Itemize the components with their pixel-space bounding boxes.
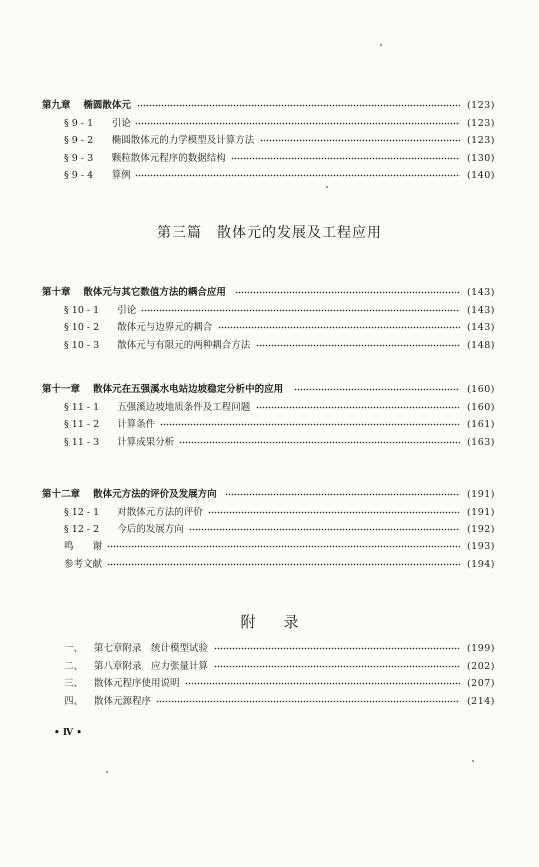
- appendix-entry: [0, 677, 539, 691]
- back-matter-title: 参考文献: [64, 559, 103, 570]
- section-title: 散体元与边界元的耦合: [117, 322, 213, 333]
- appendix-entry: [0, 660, 539, 674]
- section-title: 算例: [111, 170, 131, 181]
- section-title: 引论: [111, 117, 131, 129]
- leader-dots: [225, 493, 460, 496]
- section-number: § 10 - 3: [64, 339, 100, 351]
- section-number: § 11 - 1: [64, 401, 100, 413]
- appendix-item-title: 第七章附录 统计模型试验: [94, 643, 209, 654]
- section-title: 五强溪边坡地质条件及工程问题: [117, 401, 251, 413]
- section-number: § 12 - 2: [64, 524, 100, 535]
- page-number: (199): [466, 643, 495, 654]
- leader-dots: [179, 441, 460, 444]
- toc-entry: [0, 401, 539, 415]
- leader-dots: [156, 700, 460, 703]
- page-number: (214): [466, 695, 495, 707]
- page-number: (193): [466, 541, 495, 552]
- leader-dots: [185, 682, 460, 685]
- part-three-title: 第三篇 散体元的发展及工程应用: [157, 225, 382, 241]
- scan-speck: [326, 186, 328, 188]
- toc-entry: [0, 117, 539, 131]
- chapter-label: 第十一章: [42, 384, 81, 395]
- page-number: (123): [466, 100, 495, 111]
- appendix-entry: [0, 642, 539, 656]
- appendix-number: 二、: [64, 660, 84, 672]
- leader-dots: [231, 157, 460, 160]
- toc-entry: [0, 506, 539, 520]
- toc-entry: [0, 418, 539, 432]
- section-title: 计算成果分析: [117, 436, 175, 448]
- leader-dots: [256, 406, 460, 409]
- appendix-number: 三、: [64, 678, 84, 689]
- page-number: (191): [466, 489, 495, 500]
- section-number: § 10 - 2: [64, 322, 100, 333]
- appendix-title: 附录: [240, 613, 327, 631]
- leader-dots: [208, 511, 460, 514]
- leader-dots: [135, 174, 460, 177]
- section-number: § 11 - 2: [64, 419, 100, 430]
- toc-entry: [0, 169, 539, 183]
- leader-dots: [214, 665, 460, 668]
- chapter-label: 第十二章: [42, 489, 81, 500]
- page-number: (194): [466, 559, 495, 570]
- section-title: 计算条件: [117, 419, 156, 430]
- leader-dots: [235, 291, 460, 294]
- page-number: (160): [466, 384, 495, 395]
- section-number: § 9 - 4: [64, 170, 94, 181]
- leader-dots: [218, 326, 460, 329]
- page-number: (130): [466, 152, 495, 164]
- section-title: 今后的发展方向: [117, 524, 184, 535]
- section-number: § 9 - 2: [64, 135, 94, 146]
- section-title: 引论: [117, 304, 137, 316]
- chapter-label: 第九章: [42, 100, 71, 111]
- chapter-heading: [0, 99, 539, 113]
- section-title: 颗粒散体元程序的数据结构: [111, 152, 226, 164]
- toc-entry: [0, 523, 539, 537]
- appendix-item-title: 散体元源程序: [94, 695, 152, 707]
- page-number: (123): [466, 117, 495, 129]
- leader-dots: [189, 528, 460, 531]
- page-number: (207): [466, 678, 495, 689]
- chapter-title: 散体元在五强溪水电站边坡稳定分析中的应用: [93, 384, 284, 395]
- section-number: § 9 - 1: [64, 117, 94, 129]
- leader-dots: [256, 344, 460, 347]
- page-number: (192): [466, 524, 495, 535]
- scan-speck: [380, 44, 382, 46]
- toc-entry: [0, 540, 539, 554]
- leader-dots: [107, 545, 460, 548]
- toc-entry: [0, 152, 539, 166]
- appendix-number: 四、: [64, 695, 84, 707]
- chapter-title: 椭圆散体元: [83, 100, 131, 111]
- chapter-label: 第十章: [42, 287, 71, 298]
- chapter-title: 散体元方法的评价及发展方向: [93, 489, 217, 500]
- leader-dots: [214, 647, 460, 650]
- leader-dots: [107, 563, 460, 566]
- toc-entry: [0, 134, 539, 148]
- page-number: (202): [466, 660, 495, 672]
- leader-dots: [260, 139, 460, 142]
- page-number: (161): [466, 419, 495, 430]
- appendix-entry: [0, 695, 539, 709]
- page-number: (140): [466, 170, 495, 181]
- back-matter-title: 鸣 谢: [64, 541, 103, 552]
- appendix-item-title: 第八章附录 应力张量计算: [94, 660, 209, 672]
- page-number: (143): [466, 304, 495, 316]
- chapter-title: 散体元与其它数值方法的耦合应用: [83, 287, 226, 298]
- chapter-heading: [0, 286, 539, 300]
- section-number: § 12 - 1: [64, 506, 100, 518]
- appendix-item-title: 散体元程序使用说明: [94, 678, 180, 689]
- section-number: § 11 - 3: [64, 436, 100, 448]
- chapter-heading: [0, 383, 539, 397]
- leader-dots: [294, 388, 460, 391]
- leader-dots: [135, 122, 460, 125]
- leader-dots: [137, 104, 460, 107]
- section-title: 对散体元方法的评价: [117, 506, 203, 518]
- section-number: § 9 - 3: [64, 152, 94, 164]
- page-number: (191): [466, 506, 495, 518]
- chapter-heading: [0, 488, 539, 502]
- section-title: 椭圆散体元的力学模型及计算方法: [111, 135, 255, 146]
- page-number: (143): [466, 287, 495, 298]
- scan-speck: [472, 760, 474, 762]
- section-title: 散体元与有限元的两种耦合方法: [117, 339, 251, 351]
- toc-entry: [0, 339, 539, 353]
- appendix-number: 一、: [64, 643, 84, 654]
- section-number: § 10 - 1: [64, 304, 100, 316]
- leader-dots: [160, 423, 460, 426]
- toc-entry: [0, 321, 539, 335]
- page-number: (163): [466, 436, 495, 448]
- page-number: (143): [466, 322, 495, 333]
- toc-entry: [0, 558, 539, 572]
- toc-entry: [0, 436, 539, 450]
- page-number: (160): [466, 401, 495, 413]
- page-folio: • Ⅳ •: [54, 728, 82, 738]
- scan-speck: [106, 771, 108, 773]
- toc-entry: [0, 304, 539, 318]
- page-number: (148): [466, 339, 495, 351]
- leader-dots: [141, 309, 460, 312]
- page-number: (123): [466, 135, 495, 146]
